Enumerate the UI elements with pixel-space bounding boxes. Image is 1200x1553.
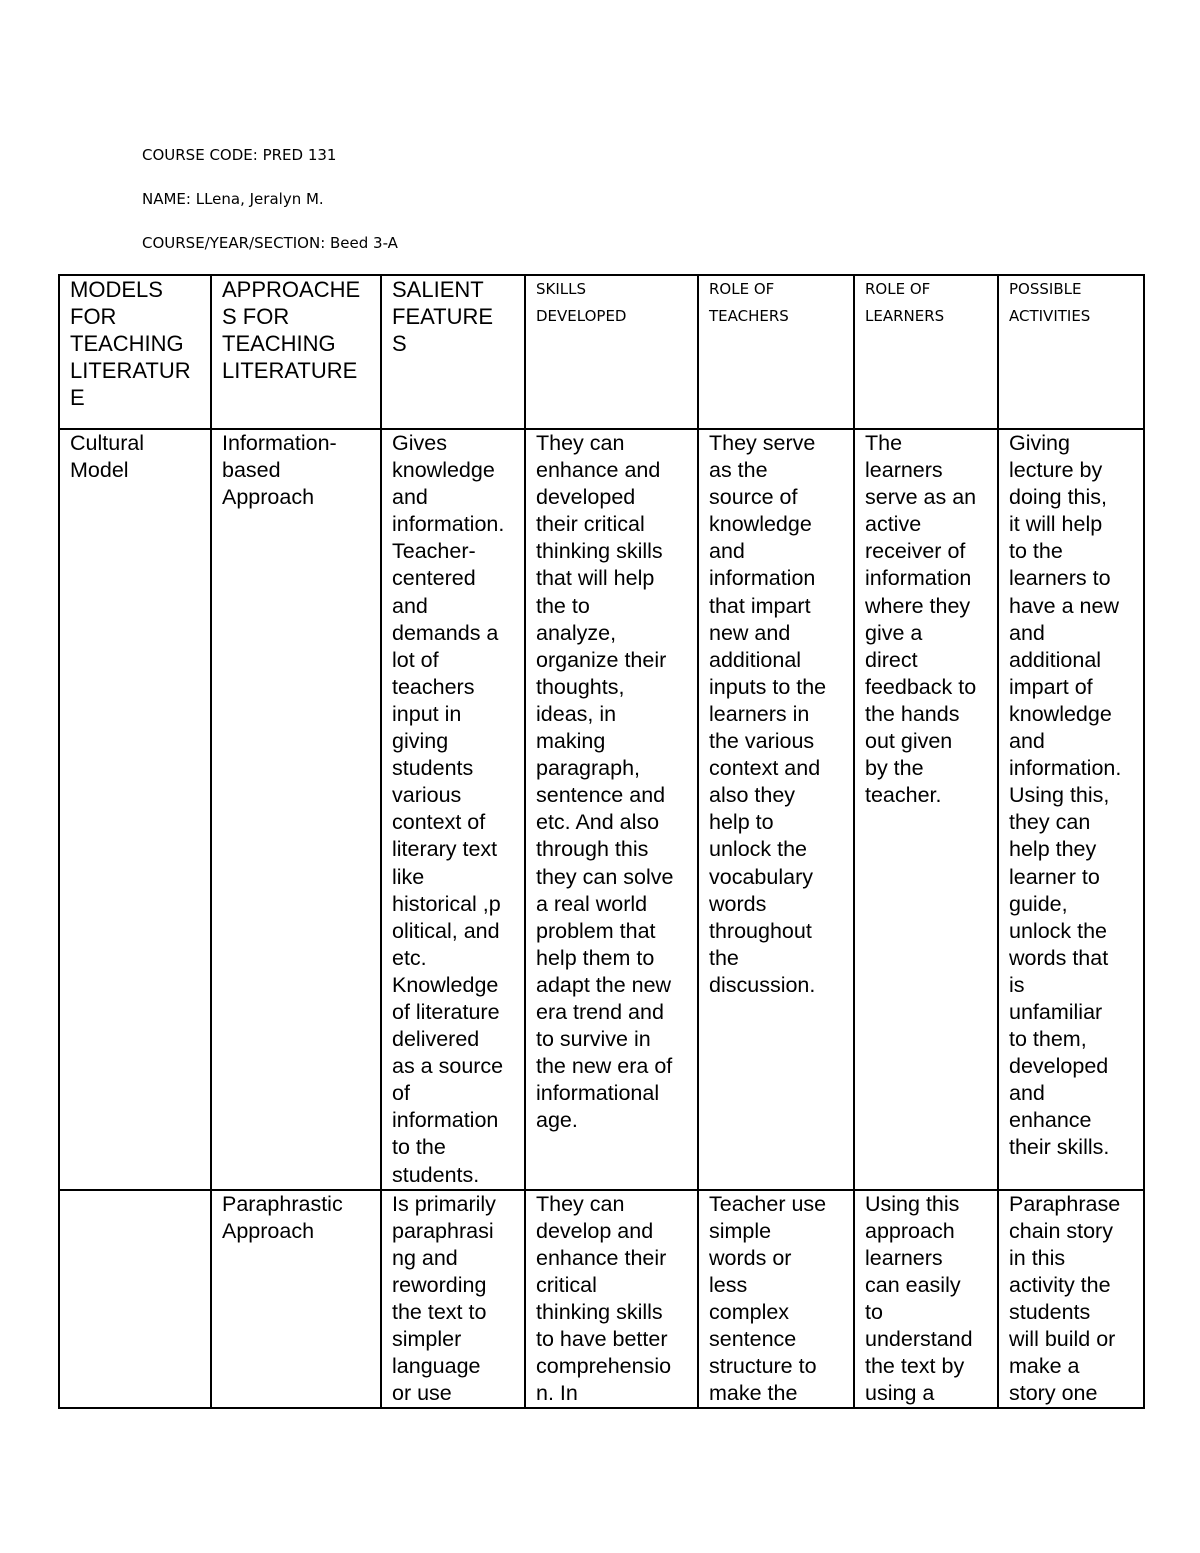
column-header-possible-activities: POSSIBLE ACTIVITIES [998, 275, 1144, 429]
table-cell: They can enhance and developed their critical thinking skills that will help the to analyze, organize their thoughts, ideas, in making paragraph, sentence and etc. And also through this they can solve a real world problem that help them to adapt the new era trend and to survive in the new era of informational age. [525, 429, 698, 1190]
literature-models-table [58, 274, 1145, 1409]
column-header-approaches: APPROACHE S FOR TEACHING LITERATURE [211, 275, 381, 429]
column-header-models: MODELS FOR TEACHING LITERATUR E [59, 275, 211, 429]
column-header-role-of-teachers: ROLE OF TEACHERS [698, 275, 854, 429]
table-cell: Gives knowledge and information. Teacher- centered and demands a lot of teachers input in giving students various context of literary text like historical ,p olitical, and etc. Knowledge of literature delivered as a source of information to the students. [381, 429, 525, 1190]
student-name: NAME: LLena, Jeralyn M. [142, 190, 324, 208]
table-cell: Cultural Model [59, 429, 211, 1190]
table-cell: Paraphrase chain story in this activity the students will build or make a story one [998, 1190, 1144, 1409]
column-header-skills-developed: SKILLS DEVELOPED [525, 275, 698, 429]
course-year-section: COURSE/YEAR/SECTION: Beed 3-A [142, 234, 398, 252]
table-cell: Paraphrastic Approach [211, 1190, 381, 1409]
table-row [59, 1190, 1144, 1409]
table-cell: Information- based Approach [211, 429, 381, 1190]
course-code: COURSE CODE: PRED 131 [142, 146, 337, 164]
column-header-salient-features: SALIENT FEATURE S [381, 275, 525, 429]
table-cell: The learners serve as an active receiver of information where they give a direct feedback to the hands out given by the teacher. [854, 429, 998, 1190]
table-cell: Is primarily paraphrasi ng and rewording the text to simpler language or use [381, 1190, 525, 1409]
table-cell [59, 1190, 211, 1409]
table-row [59, 429, 1144, 1190]
column-header-role-of-learners: ROLE OF LEARNERS [854, 275, 998, 429]
table-cell: Teacher use simple words or less complex sentence structure to make the [698, 1190, 854, 1409]
table-cell: They serve as the source of knowledge and information that impart new and additional inputs to the learners in the various context and also they help to unlock the vocabulary words throughout the discussion. [698, 429, 854, 1190]
table-cell: Giving lecture by doing this, it will help to the learners to have a new and additional impart of knowledge and information. Using this, they can help they learner to guide, unlock the words that is unfamiliar to them, developed and enhance their skills. [998, 429, 1144, 1190]
table-cell: Using this approach learners can easily to understand the text by using a [854, 1190, 998, 1409]
header-row [59, 275, 1144, 429]
table-cell: They can develop and enhance their critical thinking skills to have better comprehensio n. In [525, 1190, 698, 1409]
